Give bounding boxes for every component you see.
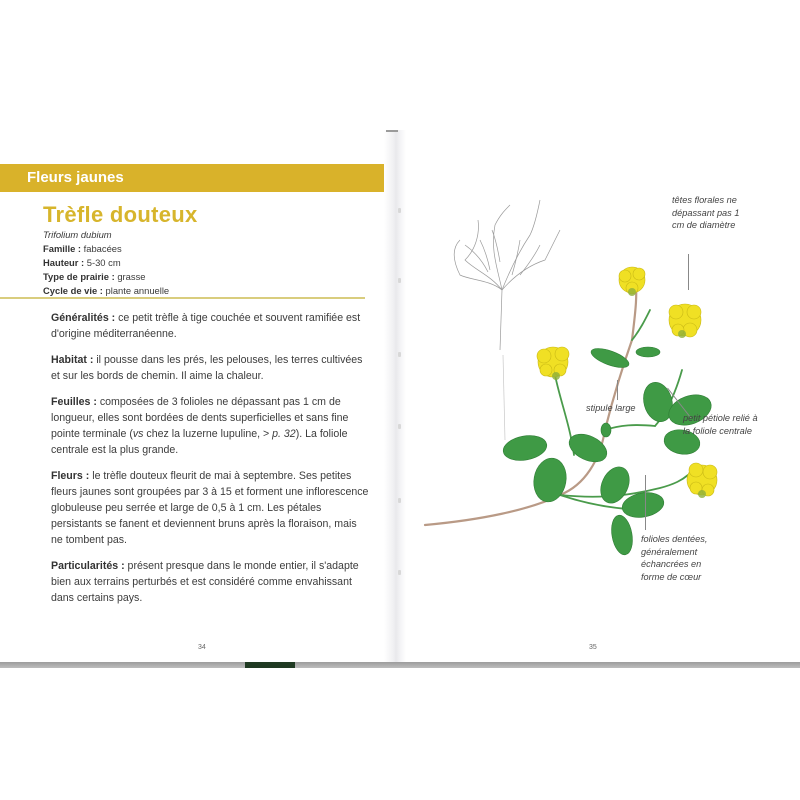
caption-tetes-florales: têtes florales ne dépassant pas 1 cm de diamètre: [672, 195, 740, 230]
gutter-mark: [398, 278, 401, 283]
section-banner-label: Fleurs jaunes: [27, 169, 124, 186]
dried-flowerhead-sketch-icon: [454, 200, 560, 440]
clover-illustration: [420, 180, 720, 560]
latin-name: Trifolium dubium: [43, 229, 112, 240]
page-number-left: 34: [198, 644, 206, 651]
page-reference: p. 32: [272, 428, 296, 440]
fact-type-prairie: Type de prairie : grasse: [43, 271, 146, 282]
left-page: [0, 130, 392, 662]
leader-line-folioles: [645, 475, 646, 530]
gutter-mark: [398, 424, 401, 429]
paragraph-generalites: Généralités : ce petit trèfle à tige couchée et souvent ramifiée est d'origine méditerranéenne.: [51, 312, 361, 340]
paragraph-habitat: Habitat : il pousse dans les prés, les pelouses, les terres cultivées et sur les bords de chemin. Il aime la chaleur.: [51, 354, 363, 382]
caption-folioles: folioles dentées, généralement échancrées en forme de cœur: [641, 534, 708, 582]
paragraph-feuilles: Feuilles : composées de 3 folioles ne dépassant pas 1 cm de longueur, elles sont bordées de dents superficielles et sans fine pointe terminale (vs chez la luzerne lupuline, > p. 32). La foliole centrale est la plus grande.: [51, 396, 349, 456]
gutter-mark: [398, 352, 401, 357]
book-bottom-edge: [0, 662, 800, 668]
gutter-mark: [398, 498, 401, 503]
caption-stipule: stipule large: [586, 403, 636, 413]
header-divider: [0, 297, 365, 299]
fact-cycle-vie: Cycle de vie : plante annuelle: [43, 285, 170, 296]
species-title: Trèfle douteux: [43, 202, 198, 227]
page-number-right: 35: [589, 644, 597, 651]
gutter-mark: [398, 570, 401, 575]
flower-head-left: [537, 347, 569, 377]
fact-famille: Famille : fabacées: [43, 243, 122, 254]
top-edge-tick: [386, 130, 398, 132]
paragraph-particularites: Particularités : présent presque dans le monde entier, il s'adapte bien aux terrains perturbés et est considéré comme envahissant dans certains pays.: [51, 560, 359, 604]
paragraph-fleurs: Fleurs : le trèfle douteux fleurit de mai à septembre. Ses petites fleurs jaunes sont groupées par 3 à 15 et forment une inflorescence globuleuse peu serrée et large de 0,5 à 1 cm. Les pétales persistants se fanent et deviennent bruns après la floraison, mais ne tombent pas.: [51, 470, 369, 546]
gutter-mark: [398, 208, 401, 213]
caption-petiole: petit pétiole relié à la foliole centrale: [683, 413, 758, 436]
book-spine: [245, 662, 295, 668]
leader-line-stipule: [617, 380, 618, 400]
section-banner: [0, 164, 392, 192]
book-gutter: [384, 130, 406, 662]
fact-hauteur: Hauteur : 5-30 cm: [43, 257, 121, 268]
open-book: [0, 130, 800, 670]
leader-line-tetes: [688, 254, 689, 290]
description-body: [51, 310, 371, 616]
species-facts: [43, 228, 169, 298]
